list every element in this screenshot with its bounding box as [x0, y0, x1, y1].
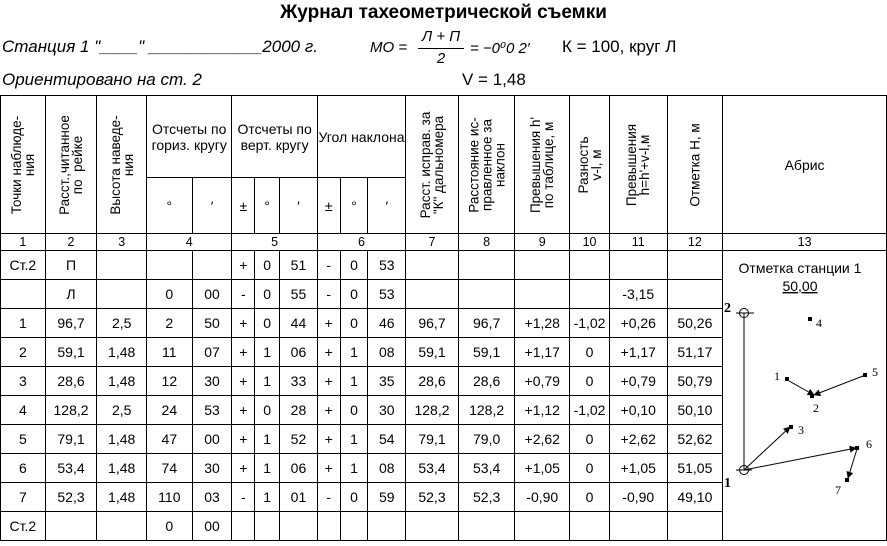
cell-d10: 0	[570, 454, 610, 483]
cell-d10: -1,02	[570, 309, 610, 338]
arrow-6-7	[848, 449, 857, 478]
cell-vdeg: 0	[255, 251, 280, 280]
col-number: 11	[609, 234, 667, 251]
point-1	[785, 377, 789, 381]
cell-d12: 50,79	[667, 367, 723, 396]
cell-d12: 51,17	[667, 338, 723, 367]
header-vert-circle: Отсчеты по верт. кругу	[232, 96, 317, 178]
cell-amin: 46	[368, 309, 406, 338]
col-number: 13	[723, 234, 887, 251]
cell-d11: +0,79	[609, 367, 667, 396]
cell-d7: 53,4	[406, 454, 459, 483]
cell-vs	[232, 512, 255, 541]
a-deg: °	[340, 178, 368, 234]
header-diff: Разность v-l, м	[570, 96, 610, 234]
header-elev: Превышения h=h'+v-l,м	[609, 96, 667, 234]
col-number: 5	[232, 234, 317, 251]
header-height: Высота наведе- ния	[97, 96, 147, 234]
cell-height: 1,48	[97, 483, 147, 512]
cell-hdeg: 2	[146, 309, 192, 338]
cell-as: -	[317, 280, 340, 309]
cell-amin: 54	[368, 425, 406, 454]
cell-as: -	[317, 483, 340, 512]
cell-height: 1,48	[97, 425, 147, 454]
mo-result: = −0⁰0 2′	[470, 40, 530, 57]
cell-dist: 53,4	[45, 454, 97, 483]
cell-hdeg: 12	[146, 367, 192, 396]
cell-d9	[515, 512, 570, 541]
cell-adeg: 1	[340, 338, 368, 367]
mo-denominator: 2	[436, 50, 446, 67]
cell-amin: 08	[368, 338, 406, 367]
cell-d11	[609, 512, 667, 541]
cell-d10: -1,02	[570, 396, 610, 425]
cell-vmin: 55	[280, 280, 318, 309]
arrow-st1-3	[744, 427, 790, 470]
cell-amin: 30	[368, 396, 406, 425]
cell-vs: -	[232, 483, 255, 512]
header-elev-table: Превышения h' по таблице, м	[515, 96, 570, 234]
cell-amin: 53	[368, 251, 406, 280]
arrow-st1-6	[744, 448, 856, 470]
cell-d7: 52,3	[406, 483, 459, 512]
cell-hmin: 03	[192, 483, 232, 512]
cell-vs: +	[232, 338, 255, 367]
cell-as	[317, 512, 340, 541]
cell-d9	[515, 280, 570, 309]
cell-dist: 28,6	[45, 367, 97, 396]
cell-d12: 50,26	[667, 309, 723, 338]
label-point-5: 5	[872, 365, 878, 379]
cell-d7	[406, 280, 459, 309]
h-deg: °	[146, 178, 192, 234]
cell-adeg: 0	[340, 396, 368, 425]
cell-d9: +1,28	[515, 309, 570, 338]
cell-point: 1	[1, 309, 46, 338]
cell-vs: +	[232, 425, 255, 454]
cell-amin: 59	[368, 483, 406, 512]
cell-adeg: 1	[340, 454, 368, 483]
cell-hdeg: 11	[146, 338, 192, 367]
cell-d7	[406, 251, 459, 280]
cell-d11: -3,15	[609, 280, 667, 309]
cell-d10	[570, 251, 610, 280]
label-point-2: 2	[813, 401, 819, 415]
col-number: 6	[317, 234, 405, 251]
cell-d8	[458, 251, 515, 280]
cell-amin	[368, 512, 406, 541]
col-number: 10	[570, 234, 610, 251]
cell-d9: +1,05	[515, 454, 570, 483]
cell-vmin: 28	[280, 396, 318, 425]
cell-amin: 35	[368, 367, 406, 396]
cell-adeg: 0	[340, 483, 368, 512]
cell-vdeg: 1	[255, 483, 280, 512]
cell-d8: 28,6	[458, 367, 515, 396]
cell-d10: 0	[570, 483, 610, 512]
k-info: К = 100, круг Л	[562, 37, 677, 56]
cell-hdeg: 0	[146, 512, 192, 541]
cell-d9: +1,12	[515, 396, 570, 425]
cell-vmin: 06	[280, 454, 318, 483]
cell-hmin: 53	[192, 396, 232, 425]
cell-d11: -0,90	[609, 483, 667, 512]
cell-vdeg: 0	[255, 280, 280, 309]
cell-hdeg: 110	[146, 483, 192, 512]
cell-d8: 79,0	[458, 425, 515, 454]
cell-hmin: 30	[192, 454, 232, 483]
cell-d10: 0	[570, 367, 610, 396]
cell-as: +	[317, 454, 340, 483]
cell-hdeg: 47	[146, 425, 192, 454]
label-point-1: 1	[774, 369, 780, 383]
cell-as: +	[317, 367, 340, 396]
label-point-3: 3	[798, 423, 804, 437]
cell-height	[97, 280, 147, 309]
cell-height: 2,5	[97, 309, 147, 338]
cell-d8	[458, 280, 515, 309]
cell-dist: Л	[45, 280, 97, 309]
cell-vs: +	[232, 396, 255, 425]
cell-amin: 53	[368, 280, 406, 309]
cell-height: 1,48	[97, 367, 147, 396]
cell-vs: +	[232, 367, 255, 396]
cell-d8: 59,1	[458, 338, 515, 367]
cell-d10	[570, 512, 610, 541]
cell-point: 5	[1, 425, 46, 454]
cell-hmin: 00	[192, 425, 232, 454]
cell-vdeg: 1	[255, 338, 280, 367]
orientation-info: Ориентировано на ст. 2	[2, 70, 202, 89]
cell-vmin: 33	[280, 367, 318, 396]
cell-vs: +	[232, 251, 255, 280]
cell-d7: 28,6	[406, 367, 459, 396]
cell-point: Ст.2	[1, 512, 46, 541]
cell-vmin: 06	[280, 338, 318, 367]
cell-d12	[667, 251, 723, 280]
cell-vdeg: 0	[255, 396, 280, 425]
cell-dist	[45, 512, 97, 541]
cell-d7	[406, 512, 459, 541]
cell-dist: 128,2	[45, 396, 97, 425]
label-station-1: 1	[724, 476, 731, 491]
point-5	[863, 373, 867, 377]
cell-as: +	[317, 425, 340, 454]
cell-d10	[570, 280, 610, 309]
station-info: Станция 1 "____" ____________2000 г.	[2, 37, 318, 56]
col-number: 1	[1, 234, 46, 251]
cell-adeg: 0	[340, 251, 368, 280]
cell-hmin: 30	[192, 367, 232, 396]
cell-as: +	[317, 309, 340, 338]
cell-d8: 128,2	[458, 396, 515, 425]
cell-d11	[609, 251, 667, 280]
cell-hmin: 00	[192, 512, 232, 541]
cell-as: -	[317, 251, 340, 280]
cell-d11: +0,10	[609, 396, 667, 425]
mo-numerator: Л + П	[421, 28, 461, 45]
header-dist-read: Расст.,читанное по рейке	[45, 96, 97, 234]
cell-dist: 59,1	[45, 338, 97, 367]
cell-vmin: 01	[280, 483, 318, 512]
label-point-4: 4	[816, 316, 822, 330]
abris-caption: Отметка станции 1	[738, 260, 862, 276]
cell-vs: +	[232, 454, 255, 483]
col-number: 2	[45, 234, 97, 251]
cell-d7: 79,1	[406, 425, 459, 454]
cell-d12	[667, 280, 723, 309]
cell-vs: -	[232, 280, 255, 309]
v-sign: ±	[232, 178, 255, 234]
cell-vmin: 44	[280, 309, 318, 338]
mo-formula	[370, 28, 550, 68]
label-point-7: 7	[835, 483, 841, 497]
col-number: 3	[97, 234, 147, 251]
cell-height: 1,48	[97, 338, 147, 367]
cell-point: 2	[1, 338, 46, 367]
cell-vmin: 52	[280, 425, 318, 454]
header-dist-corrected-slope: Расстояние ис- правленное за наклон	[458, 96, 515, 234]
cell-point: 4	[1, 396, 46, 425]
label-station-2: 2	[724, 301, 731, 316]
cell-d9: +1,17	[515, 338, 570, 367]
cell-d12: 51,05	[667, 454, 723, 483]
column-numbers-row	[1, 234, 887, 251]
cell-d7: 128,2	[406, 396, 459, 425]
cell-d10: 0	[570, 425, 610, 454]
cell-d7: 96,7	[406, 309, 459, 338]
cell-hmin: 00	[192, 280, 232, 309]
point-7	[845, 478, 849, 482]
page-title: Журнал тахеометрической съемки	[280, 2, 607, 23]
cell-hdeg: 24	[146, 396, 192, 425]
cell-d12: 49,10	[667, 483, 723, 512]
col-number: 12	[667, 234, 723, 251]
cell-d9: -0,90	[515, 483, 570, 512]
cell-adeg: 1	[340, 425, 368, 454]
cell-vs: +	[232, 309, 255, 338]
arrow-1-2	[789, 381, 814, 395]
cell-point: 6	[1, 454, 46, 483]
label-point-6: 6	[866, 437, 872, 451]
cell-d10: 0	[570, 338, 610, 367]
cell-point: Ст.2	[1, 251, 46, 280]
cell-d8: 52,3	[458, 483, 515, 512]
cell-d9: +0,79	[515, 367, 570, 396]
cell-as: +	[317, 338, 340, 367]
point-4	[808, 317, 812, 321]
v-info: V = 1,48	[462, 70, 526, 89]
a-sign: ±	[317, 178, 340, 234]
cell-adeg: 0	[340, 280, 368, 309]
cell-adeg: 1	[340, 367, 368, 396]
header-horiz-circle: Отсчеты по гориз. кругу	[146, 96, 231, 178]
cell-d12	[667, 512, 723, 541]
cell-point: 7	[1, 483, 46, 512]
cell-d9: +2,62	[515, 425, 570, 454]
cell-height	[97, 251, 147, 280]
cell-hmin	[192, 251, 232, 280]
cell-height	[97, 512, 147, 541]
col-number: 4	[146, 234, 231, 251]
h-min: ′	[192, 178, 232, 234]
v-deg: °	[255, 178, 280, 234]
cell-d8: 53,4	[458, 454, 515, 483]
header-points: Точки наблюде- ния	[1, 96, 46, 234]
cell-dist: П	[45, 251, 97, 280]
abris-elevation: 50,00	[782, 278, 818, 294]
cell-d12: 50,10	[667, 396, 723, 425]
cell-adeg: 0	[340, 309, 368, 338]
cell-d8	[458, 512, 515, 541]
cell-amin: 08	[368, 454, 406, 483]
cell-vdeg: 0	[255, 309, 280, 338]
cell-vdeg	[255, 512, 280, 541]
a-min: ′	[368, 178, 406, 234]
cell-vdeg: 1	[255, 367, 280, 396]
cell-hdeg: 74	[146, 454, 192, 483]
cell-as: +	[317, 396, 340, 425]
arrow-5-2	[814, 376, 863, 395]
cell-d11: +2,62	[609, 425, 667, 454]
cell-point	[1, 280, 46, 309]
cell-d7: 59,1	[406, 338, 459, 367]
table-header	[1, 96, 887, 251]
col-number: 9	[515, 234, 570, 251]
cell-dist: 96,7	[45, 309, 97, 338]
abris-sketch	[720, 254, 886, 544]
header-mark: Отметка Н, м	[667, 96, 723, 234]
col-number: 7	[406, 234, 459, 251]
cell-vdeg: 1	[255, 425, 280, 454]
fraction-bar	[418, 48, 464, 49]
cell-d9	[515, 251, 570, 280]
cell-height: 2,5	[97, 396, 147, 425]
cell-vmin: 51	[280, 251, 318, 280]
cell-hmin: 07	[192, 338, 232, 367]
header-angle: Угол наклона	[317, 96, 405, 178]
col-number: 8	[458, 234, 515, 251]
cell-hmin: 50	[192, 309, 232, 338]
cell-d11: +0,26	[609, 309, 667, 338]
cell-vdeg: 1	[255, 454, 280, 483]
v-min: ′	[280, 178, 318, 234]
cell-d11: +1,17	[609, 338, 667, 367]
header-abris: Абрис	[723, 96, 887, 234]
cell-vmin	[280, 512, 318, 541]
cell-adeg	[340, 512, 368, 541]
cell-dist: 79,1	[45, 425, 97, 454]
cell-height: 1,48	[97, 454, 147, 483]
cell-dist: 52,3	[45, 483, 97, 512]
cell-hdeg: 0	[146, 280, 192, 309]
cell-point: 3	[1, 367, 46, 396]
cell-d12: 52,62	[667, 425, 723, 454]
cell-hdeg	[146, 251, 192, 280]
header-dist-corrected-k: Расст. исправ. за "К" дальномера	[406, 96, 459, 234]
mo-label: МО =	[370, 39, 408, 56]
cell-d11: +1,05	[609, 454, 667, 483]
cell-d8: 96,7	[458, 309, 515, 338]
